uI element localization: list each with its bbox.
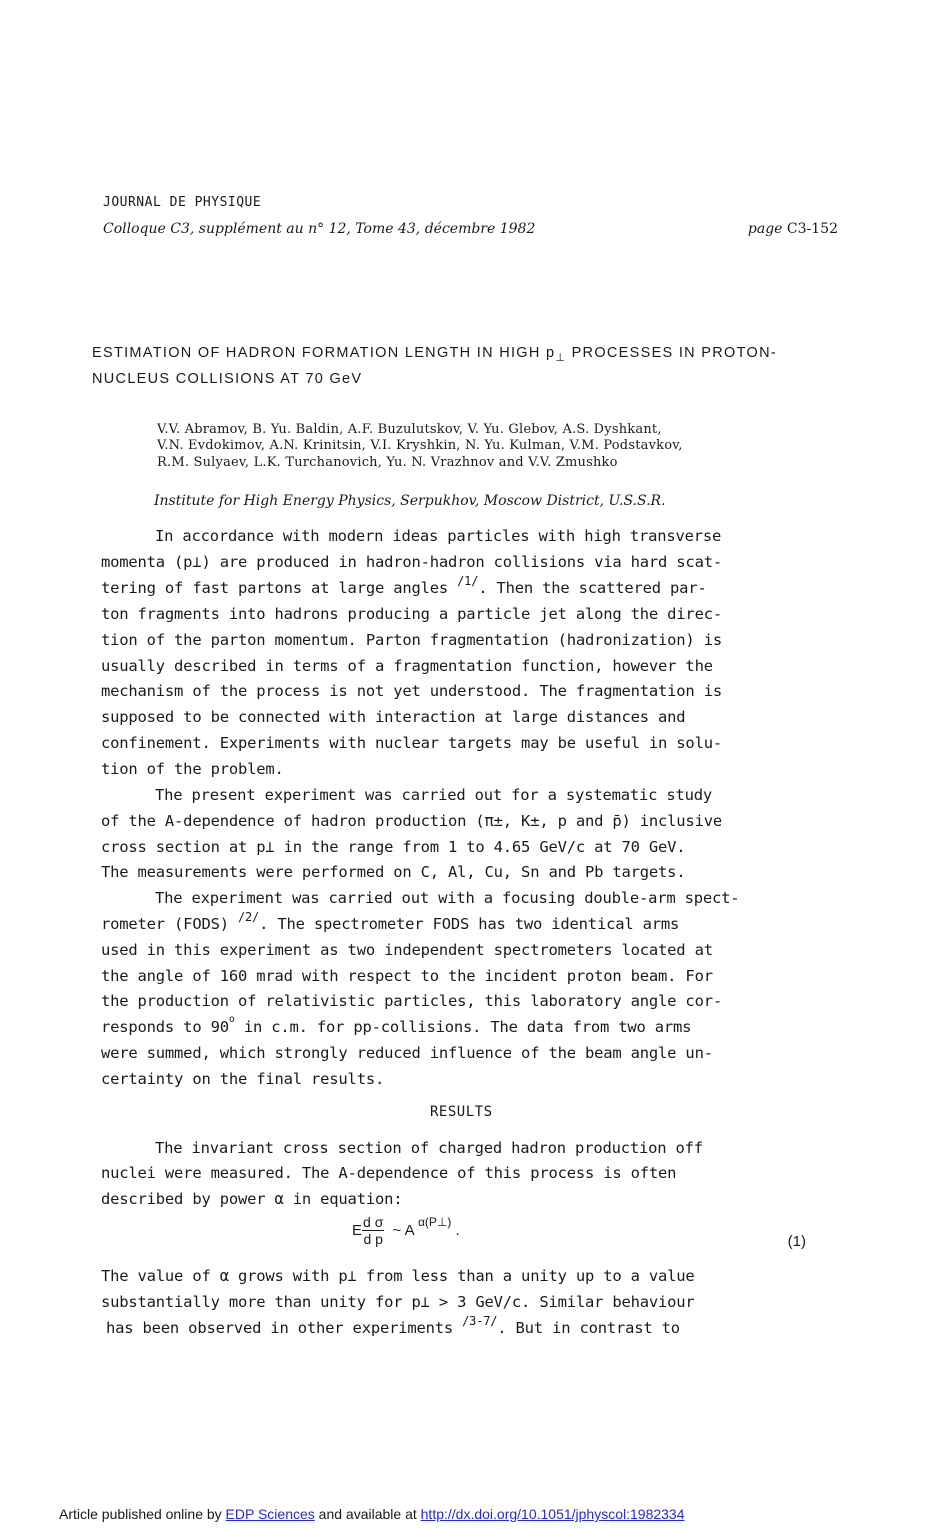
text-segment: . Then the scattered par-	[478, 579, 707, 597]
text-segment: has been observed in other experiments	[106, 1319, 463, 1337]
text-line: nuclei were measured. The A-dependence of this process is often	[101, 1164, 677, 1182]
text-segment: in c.m. for pp-collisions. The data from two arms	[234, 1018, 692, 1036]
edp-sciences-link[interactable]: EDP Sciences	[225, 1506, 315, 1522]
footer-text: Article published online by	[59, 1506, 226, 1522]
text-line	[106, 1314, 680, 1337]
page-number-value: C3-152	[786, 221, 838, 237]
text-line: The present experiment was carried out for a systematic study	[155, 786, 713, 804]
title-part-a: ESTIMATION OF HADRON FORMATION LENGTH IN HIGH p	[92, 345, 556, 361]
text-line: In accordance with modern ideas particles with high transverse	[155, 527, 722, 545]
author-line-1: V.V. Abramov, B. Yu. Baldin, A.F. Buzulutskov, V. Yu. Glebov, A.S. Dyshkant,	[157, 422, 662, 437]
institute: Institute for High Energy Physics, Serpukhov, Moscow District, U.S.S.R.	[154, 493, 666, 509]
reference-1: /1/	[457, 574, 479, 588]
text-line: described by power α in equation:	[101, 1190, 403, 1208]
degree-sign: o	[228, 1014, 235, 1025]
text-line: used in this experiment as two independent spectrometers located at	[101, 941, 713, 959]
text-line: momenta (p⊥) are produced in hadron-hadron collisions via hard scat-	[101, 553, 722, 571]
text-segment: . But in contrast to	[497, 1319, 680, 1337]
equation-fraction	[362, 1215, 384, 1247]
author-line-3: R.M. Sulyaev, L.K. Turchanovich, Yu. N. Vrazhnov and V.V. Zmushko	[157, 455, 618, 470]
text-line: cross section at p⊥ in the range from 1 to 4.65 GeV/c at 70 GeV.	[101, 838, 686, 856]
text-line: were summed, which strongly reduced influence of the beam angle un-	[101, 1044, 713, 1062]
author-line-2: V.N. Evdokimov, A.N. Krinitsin, V.I. Kryshkin, N. Yu. Kulman, V.M. Podstavkov,	[157, 438, 683, 453]
text-line	[101, 910, 680, 933]
text-line: the production of relativistic particles, this laboratory angle cor-	[101, 992, 722, 1010]
text-line	[101, 574, 707, 597]
reference-3-7: /3-7/	[462, 1314, 498, 1328]
results-heading: RESULTS	[430, 1104, 493, 1120]
journal-name: JOURNAL DE PHYSIQUE	[103, 195, 262, 210]
text-line: usually described in terms of a fragmentation function, however the	[101, 657, 713, 675]
text-line: certainty on the final results.	[101, 1070, 385, 1088]
text-line: tion of the problem.	[101, 760, 284, 778]
text-line: ton fragments into hadrons producing a particle jet along the direc-	[101, 605, 722, 623]
text-line: The experiment was carried out with a focusing double-arm spect-	[155, 889, 740, 907]
text-line	[101, 1014, 692, 1036]
text-line: tion of the parton momentum. Parton fragmentation (hadronization) is	[101, 631, 722, 649]
title-subscript: ⊥	[555, 352, 567, 364]
page-label: page	[747, 221, 783, 237]
footer	[59, 1506, 685, 1522]
paper-title-line1	[92, 345, 777, 364]
text-segment: rometer (FODS)	[101, 915, 238, 933]
text-line: The measurements were performed on C, Al, Cu, Sn and Pb targets.	[101, 863, 686, 881]
title-part-b: PROCESSES IN PROTON-	[566, 345, 777, 361]
colloque-info: Colloque C3, supplément au n° 12, Tome 43, décembre 1982	[103, 221, 536, 237]
equation-middle: ~ A	[388, 1221, 418, 1239]
text-line: The value of α grows with p⊥ from less than a unity up to a value	[101, 1267, 695, 1285]
equation-numerator: d σ	[363, 1214, 384, 1230]
paper-title-line2: NUCLEUS COLLISIONS AT 70 GeV	[92, 371, 363, 387]
equation-lhs: E	[352, 1221, 363, 1239]
text-line: substantially more than unity for p⊥ > 3 GeV/c. Similar behaviour	[101, 1293, 695, 1311]
text-line: the angle of 160 mrad with respect to the incident proton beam. For	[101, 967, 713, 985]
text-line: supposed to be connected with interaction at large distances and	[101, 708, 686, 726]
equation-number: (1)	[787, 1233, 806, 1250]
text-segment: responds to 90	[101, 1018, 229, 1036]
footer-text: and available at	[314, 1506, 421, 1522]
equation-exponent: α(P⊥)	[417, 1214, 452, 1229]
text-line: The invariant cross section of charged hadron production off	[155, 1139, 703, 1157]
text-line: of the A-dependence of hadron production (π±, K±, p and p̄) inclusive	[101, 812, 722, 830]
reference-2: /2/	[237, 910, 260, 924]
equation-1	[352, 1215, 460, 1247]
text-line: mechanism of the process is not yet understood. The fragmentation is	[101, 682, 722, 700]
equation-denominator: d p	[363, 1231, 383, 1247]
text-segment: . The spectrometer FODS has two identical arms	[259, 915, 680, 933]
page-number	[748, 221, 838, 237]
text-segment: tering of fast partons at large angles	[101, 579, 458, 597]
doi-link[interactable]: http://dx.doi.org/10.1051/jphyscol:1982334	[420, 1506, 685, 1522]
text-line: confinement. Experiments with nuclear targets may be useful in solu-	[101, 734, 722, 752]
equation-dot: .	[451, 1221, 460, 1239]
